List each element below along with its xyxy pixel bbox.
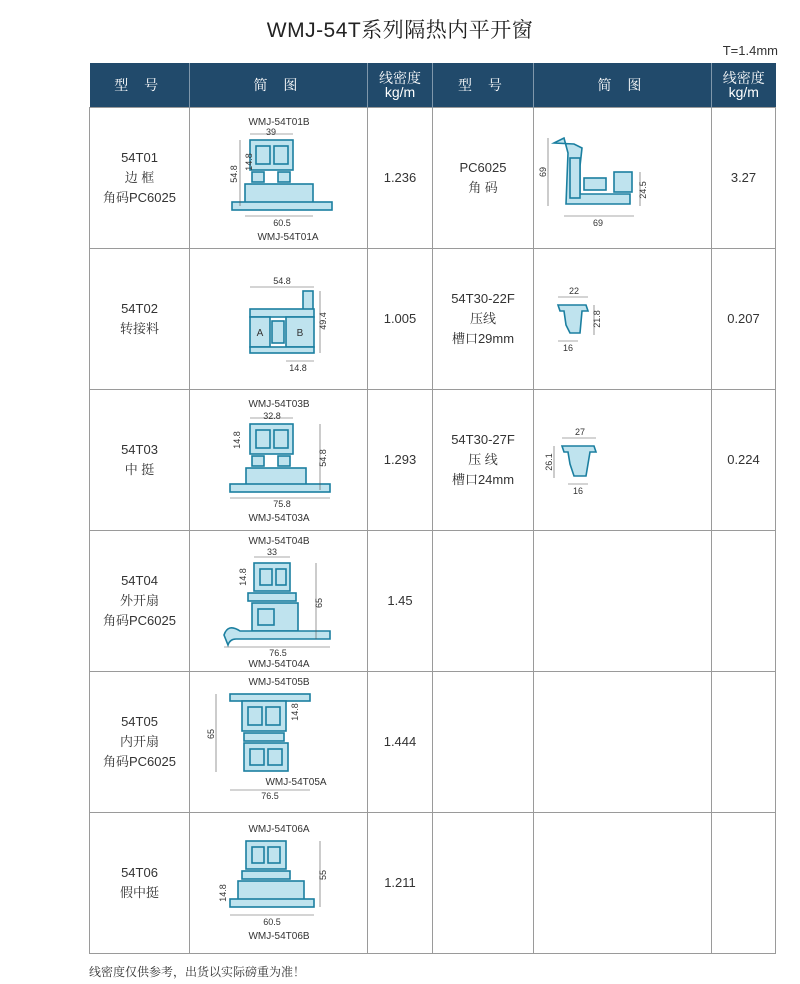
- empty-cell: [433, 812, 534, 953]
- diagram-cell: [190, 389, 368, 530]
- profile-54t02-drawing: [190, 249, 368, 388]
- empty-cell: [534, 812, 712, 953]
- svg-text:76.5: 76.5: [269, 648, 287, 658]
- empty-cell: [433, 530, 534, 671]
- svg-text:WMJ-54T06A: WMJ-54T06A: [248, 824, 310, 835]
- svg-text:69: 69: [592, 218, 604, 228]
- svg-text:21.8: 21.8: [592, 310, 602, 328]
- profile-catalog-table: [89, 63, 776, 954]
- empty-cell: [712, 812, 776, 953]
- density-cell: 0.207: [712, 248, 776, 389]
- svg-text:24.5: 24.5: [638, 181, 648, 199]
- density-cell: 1.45: [368, 530, 433, 671]
- svg-text:22: 22: [568, 286, 580, 296]
- profile-54t05-drawing: [190, 672, 368, 811]
- svg-text:65: 65: [206, 728, 216, 740]
- density-cell: 3.27: [712, 107, 776, 248]
- svg-text:14.8: 14.8: [290, 703, 300, 721]
- diagram-cell: [534, 248, 712, 389]
- svg-text:60.5: 60.5: [273, 218, 291, 228]
- model-cell: 54T02 转接料: [90, 248, 190, 389]
- svg-text:60.5: 60.5: [263, 917, 281, 927]
- model-cell: PC6025 角 码: [433, 107, 534, 248]
- svg-text:16: 16: [572, 486, 584, 496]
- svg-text:33: 33: [266, 547, 278, 557]
- profile-54t30-27f-drawing: [534, 390, 712, 529]
- diagram-cell: [190, 107, 368, 248]
- empty-cell: [534, 530, 712, 671]
- diagram-cell: [534, 107, 712, 248]
- svg-text:WMJ-54T03A: WMJ-54T03A: [248, 513, 310, 524]
- diagram-cell: [190, 248, 368, 389]
- svg-text:WMJ-54T04A: WMJ-54T04A: [248, 659, 310, 670]
- empty-cell: [712, 530, 776, 671]
- table-row: [90, 812, 776, 953]
- density-cell: 1.236: [368, 107, 433, 248]
- svg-text:14.8: 14.8: [244, 153, 254, 171]
- header-model-left: 型 号: [90, 63, 190, 107]
- profile-54t01-drawing: [190, 108, 368, 247]
- header-diagram-right: 简 图: [534, 63, 712, 107]
- svg-text:14.8: 14.8: [289, 363, 307, 373]
- svg-text:16: 16: [562, 343, 574, 353]
- svg-text:54.8: 54.8: [318, 449, 328, 467]
- model-cell: 54T06 假中挺: [90, 812, 190, 953]
- density-cell: 0.224: [712, 389, 776, 530]
- svg-text:75.8: 75.8: [273, 499, 291, 509]
- profile-54t03-drawing: [190, 390, 368, 529]
- svg-text:76.5: 76.5: [261, 791, 279, 801]
- svg-text:WMJ-54T06B: WMJ-54T06B: [248, 931, 310, 942]
- svg-text:14.8: 14.8: [238, 568, 248, 586]
- svg-text:A: A: [256, 328, 264, 339]
- model-cell: 54T30-27F 压 线 槽口24mm: [433, 389, 534, 530]
- empty-cell: [534, 671, 712, 812]
- profile-pc6025-drawing: [534, 108, 712, 247]
- svg-text:14.8: 14.8: [232, 431, 242, 449]
- svg-text:WMJ-54T01B: WMJ-54T01B: [248, 117, 310, 128]
- header-model-right: 型 号: [433, 63, 534, 107]
- table-row: [90, 530, 776, 671]
- profile-54t06-drawing: [190, 813, 368, 952]
- density-cell: 1.005: [368, 248, 433, 389]
- diagram-cell: [190, 530, 368, 671]
- thickness-note: T=1.4mm: [722, 43, 778, 58]
- svg-text:27: 27: [574, 427, 586, 437]
- svg-text:55: 55: [318, 869, 328, 881]
- svg-text:32.8: 32.8: [263, 411, 281, 421]
- header-density-left: 线密度 kg/m: [368, 63, 433, 107]
- model-cell: 54T05 内开扇 角码PC6025: [90, 671, 190, 812]
- table-row: [90, 248, 776, 389]
- svg-text:54.8: 54.8: [273, 276, 291, 286]
- svg-text:14.8: 14.8: [218, 884, 228, 902]
- empty-cell: [433, 671, 534, 812]
- model-cell: 54T30-22F 压线 槽口29mm: [433, 248, 534, 389]
- density-cell: 1.211: [368, 812, 433, 953]
- svg-text:WMJ-54T05B: WMJ-54T05B: [248, 677, 310, 688]
- density-cell: 1.444: [368, 671, 433, 812]
- table-row: [90, 107, 776, 248]
- model-cell: 54T04 外开扇 角码PC6025: [90, 530, 190, 671]
- diagram-cell: [190, 812, 368, 953]
- header-row: [90, 63, 776, 107]
- model-cell: 54T03 中 挺: [90, 389, 190, 530]
- svg-text:B: B: [296, 328, 304, 339]
- diagram-cell: [534, 389, 712, 530]
- header-diagram-left: 简 图: [190, 63, 368, 107]
- model-cell: 54T01 边 框 角码PC6025: [90, 107, 190, 248]
- table-row: [90, 671, 776, 812]
- page-title: WMJ-54T系列隔热内平开窗: [266, 19, 534, 42]
- svg-text:WMJ-54T05A: WMJ-54T05A: [265, 777, 327, 788]
- svg-text:39: 39: [265, 127, 277, 137]
- svg-text:69: 69: [538, 166, 548, 178]
- svg-text:49.4: 49.4: [318, 312, 328, 330]
- svg-text:54.8: 54.8: [229, 165, 239, 183]
- profile-54t30-22f-drawing: [534, 249, 712, 388]
- table-row: [90, 389, 776, 530]
- svg-text:WMJ-54T01A: WMJ-54T01A: [257, 232, 319, 243]
- header-density-right: 线密度 kg/m: [712, 63, 776, 107]
- footnote: 线密度仅供参考，出货以实际磅重为准！: [89, 965, 306, 979]
- svg-text:WMJ-54T04B: WMJ-54T04B: [248, 536, 310, 547]
- profile-54t04-drawing: [190, 531, 368, 670]
- svg-text:26.1: 26.1: [544, 453, 554, 471]
- empty-cell: [712, 671, 776, 812]
- diagram-cell: [190, 671, 368, 812]
- svg-text:WMJ-54T03B: WMJ-54T03B: [248, 399, 310, 410]
- density-cell: 1.293: [368, 389, 433, 530]
- svg-text:65: 65: [314, 597, 324, 609]
